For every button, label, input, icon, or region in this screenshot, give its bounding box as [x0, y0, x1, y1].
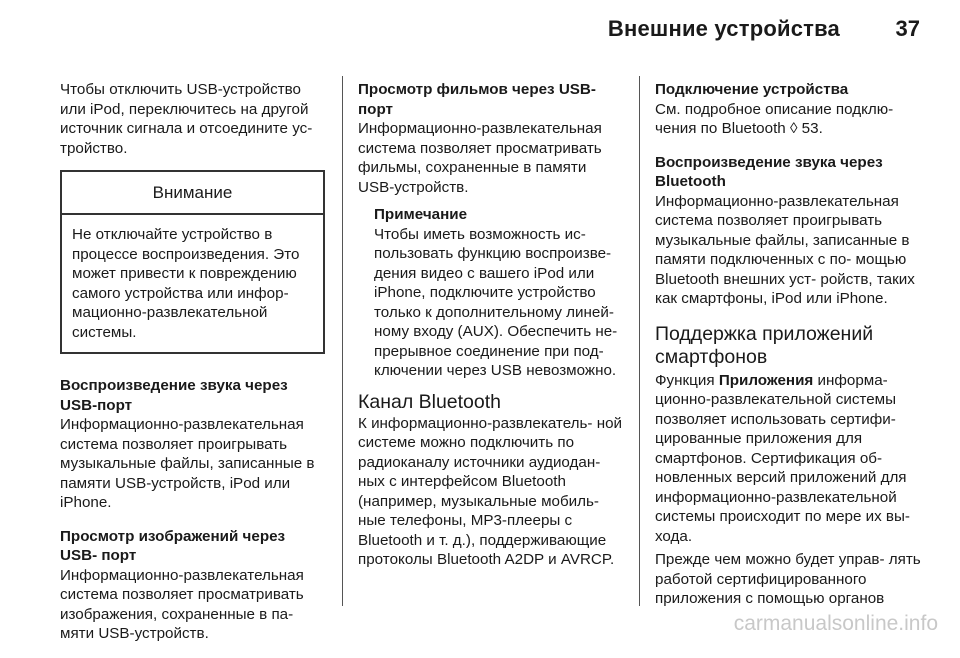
page-number: 37: [895, 16, 920, 41]
column-divider: [639, 76, 640, 606]
watermark: carmanualsonline.info: [733, 612, 938, 635]
images-usb-text: Информационно-развлекательная система позволяет просматривать изображения, сохраненные в па- мяти USB-устройств.: [60, 566, 304, 642]
apps-heading: Поддержка приложений смартфонов: [655, 322, 874, 368]
column-2: [358, 80, 624, 584]
column-3: [655, 80, 923, 623]
apps-text-2: Прежде чем можно будет управ- лять работой сертифицированного приложения с помощью органов: [655, 551, 921, 607]
bluetooth-heading: Канал Bluetooth: [358, 390, 502, 413]
intro-text: Чтобы отключить USB-устройство или iPod, переключитесь на другой источник сигнала и отсоедините ус- тройство.: [60, 81, 313, 157]
page-title: Внешние устройства: [607, 16, 840, 41]
column-divider: [342, 76, 343, 606]
note-block: [358, 205, 624, 381]
apps-lead: Функция: [655, 371, 715, 389]
note-title: Примечание: [374, 206, 468, 223]
audio-usb-heading: Воспроизведение звука через USB-порт: [60, 377, 288, 414]
warning-box: [60, 170, 325, 354]
bt-audio-heading: Воспроизведение звука через Bluetooth: [655, 153, 883, 190]
connect-text: См. подробное описание подклю- чения по Bluetooth ◊ 53.: [655, 100, 894, 137]
images-usb-heading: Просмотр изображений через USB- порт: [60, 527, 286, 564]
warning-text: Не отключайте устройство в процессе воспроизведения. Это может привести к повреждению самого устройства или инфор- мационно-развлекательной системы.: [72, 226, 300, 341]
page-header: [0, 0, 960, 62]
bt-audio-text: Информационно-развлекательная система позволяет проигрывать музыкальные файлы, записанные в памяти подключенных с по- мощью Bluetooth внешних уст- ройств, таких как смартфоны, iPod или iPhone.: [655, 192, 915, 307]
bluetooth-text: К информационно-развлекатель- ной системе можно подключить по радиоканалу источники аудиодан- ных с интерфейсом Bluetooth (например, музыкальные мобиль- ные телефоны, MP3-плееры с Bluetooth и т. д.), поддерживающие протоколы Bluetooth A2DP и AVRCP.: [358, 414, 623, 568]
films-usb-heading: Просмотр фильмов через USB- порт: [358, 81, 596, 118]
audio-usb-text: Информационно-развлекательная система позволяет проигрывать музыкальные файлы, записанные в памяти USB-устройств, iPod или iPhone.: [60, 416, 315, 511]
apps-bold: Приложения: [718, 371, 814, 389]
warning-title: Внимание: [62, 172, 323, 215]
column-1: [60, 80, 325, 658]
films-usb-text: Информационно-развлекательная система позволяет просматривать фильмы, сохраненные в памяти USB-устройств.: [358, 120, 602, 196]
apps-body: информа- ционно-развлекательной системы позволяет использовать сертифи- цированные приложения для смартфонов. Сертификация об- новленных версий приложений для информационно-развлекательной системы происходит по мере их вы- хода.: [655, 371, 910, 545]
connect-heading: Подключение устройства: [655, 81, 849, 98]
apps-text: [655, 371, 923, 547]
note-text: Чтобы иметь возможность ис- пользовать функцию воспроизве- дения видео с вашего iPod или iPhone, подключите устройство только к дополнительному линей- ному входу (AUX). Обеспечить не- прерывное соединение при под- ключении через USB невозможно.: [374, 225, 618, 379]
